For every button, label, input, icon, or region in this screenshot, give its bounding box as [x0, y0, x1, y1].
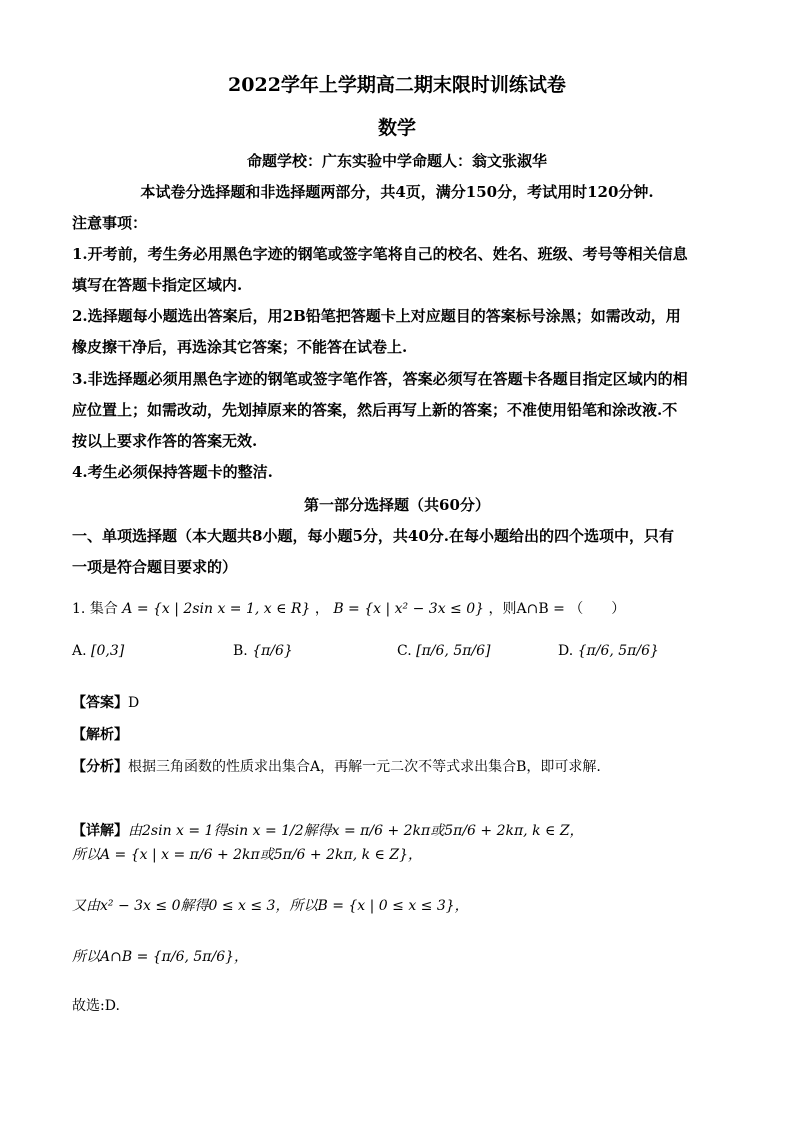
detail-line-3: 又由x² − 3x ≤ 0解得0 ≤ x ≤ 3，所以B = {x | 0 ≤ x ≤ 3}，	[72, 898, 469, 914]
detail-line-4: 所以A∩B = {π/6, 5π/6}，	[72, 949, 249, 965]
option-d[interactable]: D. {π/6, 5π/6}	[558, 643, 659, 659]
question-1: 1. 集合 A = {x | 2sin x = 1, x ∈ R} ， B = {x | x² − 3x ≤ 0} ，则A∩B = （ ）	[72, 601, 626, 617]
answer-value: D	[128, 695, 140, 711]
fenxi-tag: 【分析】	[72, 759, 128, 775]
notes-line: 1.开考前，考生务必用黑色字迹的钢笔或签字笔将自己的校名、姓名、班级、考号等相关信息	[72, 245, 688, 263]
question-number: 1.	[72, 601, 86, 617]
fenxi-text: 根据三角函数的性质求出集合A，再解一元二次不等式求出集合B，即可求解.	[128, 759, 601, 775]
detail-line-1	[72, 820, 584, 840]
notes-line: 3.非选择题必须用黑色字迹的钢笔或签字笔作答，答案必须写在答题卡各题目指定区域内的相	[72, 370, 688, 388]
detail-text-1: 由2sin x = 1得sin x = 1/2解得x = π/6 + 2kπ或5π/6 + 2kπ, k ∈ Z，	[128, 823, 584, 839]
analysis-tag: 【解析】	[72, 727, 128, 743]
notes-heading: 注意事项：	[72, 214, 148, 232]
notes-line: 2.选择题每小题选出答案后，用2B铅笔把答题卡上对应题目的答案标号涂黑；如需改动，用	[72, 307, 681, 325]
section-heading: 一、单项选择题（本大题共8小题，每小题5分，共40分.在每小题给出的四个选项中，只有	[72, 527, 674, 545]
option-b[interactable]: B. {π/6}	[233, 643, 293, 659]
conclusion: 故选:D.	[72, 998, 120, 1014]
fenxi-line	[72, 756, 601, 776]
notes-line: 4.考生必须保持答题卡的整洁.	[72, 463, 273, 481]
set-a: A = {x | 2sin x = 1, x ∈ R}	[122, 601, 311, 617]
question-stem-suffix: ，则A∩B = （ ）	[488, 601, 626, 617]
detail-line-2: 所以A = {x | x = π/6 + 2kπ或5π/6 + 2kπ, k ∈ Z}，	[72, 847, 422, 863]
exam-intro: 本试卷分选择题和非选择题两部分，共4页，满分150分，考试用时120分钟.	[140, 183, 654, 201]
notes-line: 应位置上；如需改动，先划掉原来的答案，然后再写上新的答案；不准使用铅笔和涂改液.不	[72, 401, 678, 419]
option-c[interactable]: C. [π/6, 5π/6]	[397, 643, 491, 659]
notes-line: 橡皮擦干净后，再选涂其它答案；不能答在试卷上.	[72, 338, 408, 356]
option-a[interactable]: A. [0,3]	[72, 643, 125, 659]
set-b: B = {x | x² − 3x ≤ 0}	[333, 601, 485, 617]
part-title: 第一部分选择题（共60分）	[304, 496, 490, 514]
notes-line: 按以上要求作答的答案无效.	[72, 432, 258, 450]
exam-subject: 数学	[377, 117, 416, 139]
exam-title: 2022学年上学期高二期末限时训练试卷	[228, 74, 566, 96]
answer-line	[72, 692, 139, 712]
author-line: 命题学校：广东实验中学命题人：翁文张淑华	[246, 152, 547, 170]
question-stem-prefix: 集合	[89, 601, 118, 617]
answer-tag: 【答案】	[72, 695, 128, 711]
notes-line: 填写在答题卡指定区域内.	[72, 276, 243, 294]
section-heading-cont: 一项是符合题目要求的）	[72, 558, 238, 576]
detail-tag: 【详解】	[72, 823, 128, 839]
